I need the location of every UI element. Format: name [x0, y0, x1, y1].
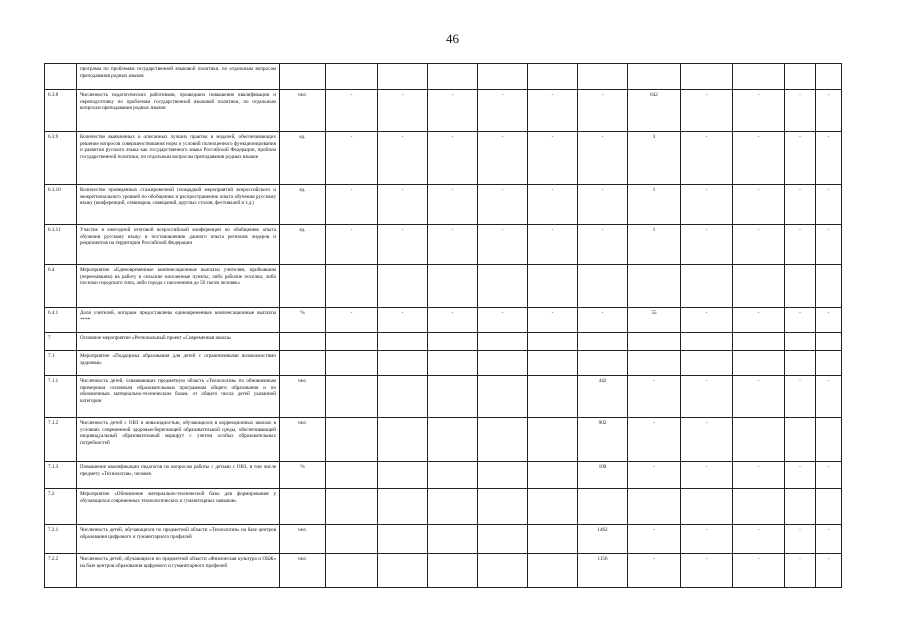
value-cell: -: [785, 554, 816, 588]
value-cell: [578, 489, 628, 525]
value-cell: -: [733, 185, 785, 225]
table-row: [45, 64, 842, 90]
value-cell: [378, 64, 428, 90]
row-number-cell: 6.3.11: [45, 225, 77, 265]
value-cell: [326, 489, 378, 525]
value-cell: [528, 554, 578, 588]
value-cell: 3: [628, 132, 681, 185]
value-cell: [528, 265, 578, 308]
row-number-cell: 7.2.1: [45, 525, 77, 554]
value-cell: -: [733, 376, 785, 418]
row-number-cell: [45, 64, 77, 90]
row-number-cell: 7.1: [45, 351, 77, 376]
value-cell: -: [816, 376, 842, 418]
unit-cell: [280, 489, 326, 525]
unit-cell: чел.: [280, 418, 326, 462]
value-cell: [785, 418, 816, 462]
value-cell: [528, 64, 578, 90]
value-cell: 55: [628, 308, 681, 333]
value-cell: [578, 265, 628, 308]
value-cell: 1: [628, 185, 681, 225]
value-cell: [733, 351, 785, 376]
value-cell: [378, 376, 428, 418]
value-cell: [785, 351, 816, 376]
unit-cell: [280, 333, 326, 351]
value-cell: [378, 489, 428, 525]
value-cell: -: [785, 225, 816, 265]
indicator-description-cell: Численность детей с ОВЗ и инвалидностью, обучающихся в коррекционных школах в условиях современной здоровьесберегающей образовательной среды, обеспечивающей индивидуальный образовательный маршрут с учетом особых образовательных потребностей: [77, 418, 280, 462]
value-cell: [628, 333, 681, 351]
value-cell: [326, 265, 378, 308]
value-cell: [378, 351, 428, 376]
unit-cell: чел.: [280, 554, 326, 588]
unit-cell: ед.: [280, 132, 326, 185]
value-cell: [528, 351, 578, 376]
value-cell: -: [681, 308, 733, 333]
table-row: [45, 525, 842, 554]
value-cell: -: [816, 308, 842, 333]
table-row: [45, 376, 842, 418]
value-cell: [478, 376, 528, 418]
value-cell: 1: [628, 225, 681, 265]
value-cell: -: [428, 185, 478, 225]
row-number-cell: 6.3.8: [45, 90, 77, 132]
unit-cell: ед.: [280, 225, 326, 265]
value-cell: -: [816, 225, 842, 265]
unit-cell: [280, 351, 326, 376]
value-cell: [733, 418, 785, 462]
indicator-description-cell: Доля учителей, которым предоставлены единовременные компенсационные выплаты ****: [77, 308, 280, 333]
value-cell: -: [785, 185, 816, 225]
indicator-description-cell: Участие в ежегодной итоговой всероссийской конференции по обобщению опыта обучения русскому языку и постановлению данного опыта регионов лидеров и реципиентов на территории Российской Федерации: [77, 225, 280, 265]
value-cell: [378, 525, 428, 554]
value-cell: -: [733, 525, 785, 554]
value-cell: [681, 489, 733, 525]
value-cell: -: [578, 132, 628, 185]
value-cell: [478, 489, 528, 525]
value-cell: [326, 418, 378, 462]
value-cell: -: [785, 308, 816, 333]
value-cell: [326, 333, 378, 351]
value-cell: [816, 64, 842, 90]
indicator-description-cell: программ по проблемам государственной языковой политики, по отдельным вопросам преподавания родных языков: [77, 64, 280, 90]
row-number-cell: 7.1.2: [45, 418, 77, 462]
value-cell: -: [628, 554, 681, 588]
value-cell: -: [681, 462, 733, 489]
value-cell: [528, 462, 578, 489]
unit-cell: [280, 64, 326, 90]
value-cell: [378, 265, 428, 308]
value-cell: -: [578, 308, 628, 333]
value-cell: [528, 489, 578, 525]
value-cell: [628, 351, 681, 376]
value-cell: -: [378, 90, 428, 132]
value-cell: -: [681, 525, 733, 554]
value-cell: -: [628, 462, 681, 489]
value-cell: [816, 489, 842, 525]
value-cell: -: [378, 308, 428, 333]
value-cell: -: [681, 225, 733, 265]
table-row: [45, 265, 842, 308]
value-cell: -: [578, 185, 628, 225]
value-cell: [378, 554, 428, 588]
value-cell: -: [681, 418, 733, 462]
value-cell: 1462: [578, 525, 628, 554]
value-cell: [428, 554, 478, 588]
unit-cell: ед.: [280, 185, 326, 225]
value-cell: [681, 64, 733, 90]
value-cell: [816, 351, 842, 376]
value-cell: [378, 333, 428, 351]
row-number-cell: 7.1.1: [45, 376, 77, 418]
value-cell: [733, 489, 785, 525]
value-cell: [428, 462, 478, 489]
table-row: [45, 185, 842, 225]
indicator-description-cell: Численность детей, осваивающих предметную область «Технология» по обновленным примерным основным образовательным программам общего образования и по обновленным материально-техническим базам, от общего числа детей указанной категории: [77, 376, 280, 418]
row-number-cell: 6.4: [45, 265, 77, 308]
value-cell: [528, 525, 578, 554]
value-cell: 902: [578, 418, 628, 462]
value-cell: [478, 351, 528, 376]
value-cell: -: [733, 462, 785, 489]
indicator-description-cell: Мероприятие «Поддержка образования для детей с ограниченными возможностями здоровья»: [77, 351, 280, 376]
unit-cell: чел.: [280, 90, 326, 132]
value-cell: -: [528, 90, 578, 132]
value-cell: -: [528, 308, 578, 333]
value-cell: [681, 333, 733, 351]
table-row: [45, 462, 842, 489]
value-cell: -: [733, 90, 785, 132]
indicator-description-cell: Численность детей, обучающихся по предметной области «Физическая культура и ОБЖ» на базе центров образования цифрового и гуманитарного профилей: [77, 554, 280, 588]
value-cell: -: [428, 132, 478, 185]
indicator-description-cell: Количество проведенных стажировочной площадкой мероприятий всероссийского и межрегионального уровней по обобщению и распространению опыта обучения русскому языку (конференций, семинаров, совещаний, круглых столов, фестивалей и т.д.): [77, 185, 280, 225]
value-cell: -: [681, 185, 733, 225]
value-cell: [733, 333, 785, 351]
value-cell: -: [785, 376, 816, 418]
indicator-description-cell: Повышение квалификации педагогов по вопросам работы с детьми с ОВЗ, в том числе предмету «Технология», человек: [77, 462, 280, 489]
indicator-description-cell: Мероприятие «Обновление материально-технической базы для формирования у обучающихся современных технологических и гуманитарных навыков»: [77, 489, 280, 525]
value-cell: -: [816, 554, 842, 588]
value-cell: [681, 265, 733, 308]
value-cell: -: [528, 225, 578, 265]
value-cell: -: [378, 132, 428, 185]
value-cell: -: [478, 308, 528, 333]
value-cell: -: [816, 525, 842, 554]
indicator-description-cell: Основное мероприятие «Региональный проект «Современная школа»: [77, 333, 280, 351]
value-cell: -: [478, 132, 528, 185]
unit-cell: чел.: [280, 525, 326, 554]
row-number-cell: 7: [45, 333, 77, 351]
value-cell: [326, 462, 378, 489]
value-cell: -: [816, 132, 842, 185]
value-cell: -: [578, 90, 628, 132]
row-number-cell: 7.1.3: [45, 462, 77, 489]
value-cell: -: [628, 376, 681, 418]
value-cell: -: [733, 308, 785, 333]
value-cell: -: [478, 225, 528, 265]
value-cell: -: [733, 132, 785, 185]
indicator-description-cell: Количество выявленных и описанных лучших практик и моделей, обеспечивающих решение вопросов совершенствования норм и условий полноценного функционирования и развития русского языка как государственного языка Российской Федерации, проблем государственной политики, по отдельным вопросам преподавания родных языков: [77, 132, 280, 185]
value-cell: -: [681, 132, 733, 185]
value-cell: [326, 376, 378, 418]
value-cell: [378, 462, 428, 489]
value-cell: -: [326, 308, 378, 333]
table-row: [45, 132, 842, 185]
table-row: [45, 225, 842, 265]
value-cell: [478, 462, 528, 489]
value-cell: 1156: [578, 554, 628, 588]
unit-cell: %: [280, 308, 326, 333]
value-cell: -: [428, 225, 478, 265]
value-cell: -: [326, 90, 378, 132]
table-row: [45, 308, 842, 333]
value-cell: [785, 265, 816, 308]
value-cell: [816, 333, 842, 351]
value-cell: [478, 265, 528, 308]
row-number-cell: 6.4.1: [45, 308, 77, 333]
value-cell: -: [785, 90, 816, 132]
row-number-cell: 7.2.2: [45, 554, 77, 588]
value-cell: -: [785, 132, 816, 185]
value-cell: [478, 418, 528, 462]
value-cell: -: [785, 525, 816, 554]
value-cell: -: [528, 185, 578, 225]
value-cell: -: [326, 185, 378, 225]
value-cell: -: [378, 185, 428, 225]
value-cell: [816, 418, 842, 462]
value-cell: -: [816, 90, 842, 132]
value-cell: 642: [628, 90, 681, 132]
value-cell: -: [628, 418, 681, 462]
value-cell: [681, 351, 733, 376]
value-cell: 100: [578, 462, 628, 489]
value-cell: -: [785, 462, 816, 489]
value-cell: [428, 351, 478, 376]
value-cell: [785, 64, 816, 90]
value-cell: [478, 64, 528, 90]
value-cell: -: [528, 132, 578, 185]
value-cell: [733, 265, 785, 308]
value-cell: [326, 525, 378, 554]
value-cell: [428, 333, 478, 351]
value-cell: -: [816, 462, 842, 489]
value-cell: -: [428, 90, 478, 132]
value-cell: [528, 376, 578, 418]
value-cell: -: [478, 90, 528, 132]
value-cell: -: [378, 225, 428, 265]
value-cell: -: [578, 225, 628, 265]
indicators-table: [44, 63, 842, 588]
value-cell: [428, 376, 478, 418]
value-cell: [785, 333, 816, 351]
value-cell: -: [681, 376, 733, 418]
value-cell: [628, 489, 681, 525]
unit-cell: [280, 265, 326, 308]
table-row: [45, 90, 842, 132]
value-cell: -: [733, 554, 785, 588]
table-row: [45, 554, 842, 588]
value-cell: [428, 64, 478, 90]
table-row: [45, 489, 842, 525]
value-cell: [478, 525, 528, 554]
value-cell: -: [478, 185, 528, 225]
value-cell: [785, 489, 816, 525]
value-cell: [816, 265, 842, 308]
value-cell: -: [681, 90, 733, 132]
value-cell: 442: [578, 376, 628, 418]
value-cell: -: [816, 185, 842, 225]
value-cell: [428, 265, 478, 308]
value-cell: [378, 418, 428, 462]
value-cell: [528, 418, 578, 462]
value-cell: [528, 333, 578, 351]
value-cell: [578, 64, 628, 90]
table-row: [45, 333, 842, 351]
page-number: 46: [446, 31, 459, 46]
row-number-cell: 7.2: [45, 489, 77, 525]
value-cell: -: [326, 132, 378, 185]
value-cell: [478, 554, 528, 588]
value-cell: -: [326, 225, 378, 265]
table-row: [45, 418, 842, 462]
value-cell: [733, 64, 785, 90]
value-cell: [326, 64, 378, 90]
row-number-cell: 6.3.10: [45, 185, 77, 225]
value-cell: -: [428, 308, 478, 333]
row-number-cell: 6.3.9: [45, 132, 77, 185]
unit-cell: %: [280, 462, 326, 489]
value-cell: [628, 64, 681, 90]
value-cell: [628, 265, 681, 308]
value-cell: [578, 333, 628, 351]
value-cell: [578, 351, 628, 376]
value-cell: [428, 525, 478, 554]
value-cell: [326, 554, 378, 588]
unit-cell: чел.: [280, 376, 326, 418]
value-cell: -: [681, 554, 733, 588]
value-cell: [428, 489, 478, 525]
indicator-description-cell: Численность детей, обучающихся по предметной области «Технология» на базе центров образования цифрового и гуманитарного профилей: [77, 525, 280, 554]
value-cell: -: [628, 525, 681, 554]
value-cell: -: [733, 225, 785, 265]
value-cell: [326, 351, 378, 376]
value-cell: [428, 418, 478, 462]
value-cell: [478, 333, 528, 351]
indicator-description-cell: Численность педагогических работников, прошедших повышение квалификации и переподготовку по проблемам государственной языковой политики, по отдельным вопросам преподавания родных языков: [77, 90, 280, 132]
table-row: [45, 351, 842, 376]
indicator-description-cell: Мероприятие «Единовременные компенсационные выплаты учителям, прибывшим (переехавшим) на работу в сельские населенные пункты, либо рабочие поселки, либо поселки городского типа, либо города с населением до 50 тысяч человек»: [77, 265, 280, 308]
